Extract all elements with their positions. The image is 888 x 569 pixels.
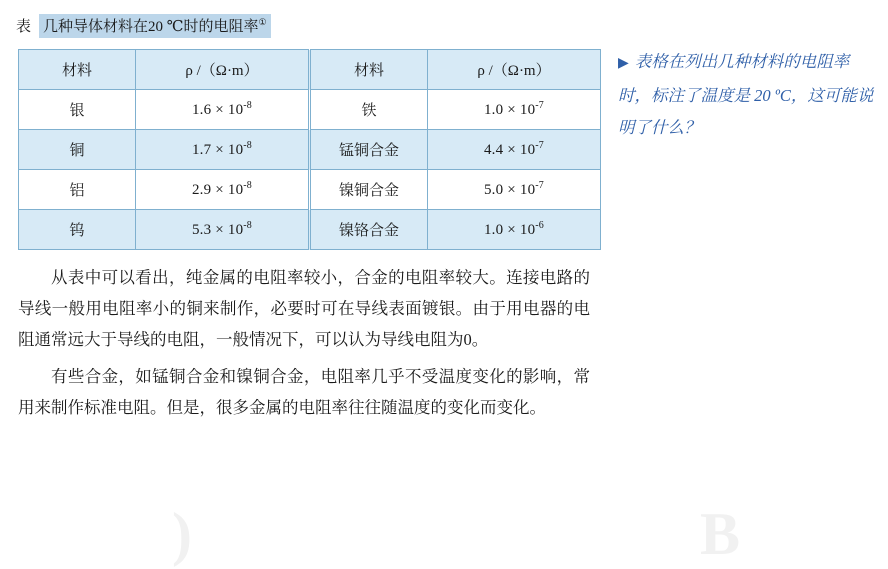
table-cell-value [428, 130, 601, 170]
body-text [18, 262, 590, 429]
caption-title-text: 几种导体材料在20 ℃时的电阻率 [43, 19, 259, 35]
table-cell-material: 镍铬合金 [310, 210, 428, 250]
value-exponent: -8 [243, 100, 253, 111]
value-mantissa: 5.3 × 10 [191, 222, 244, 238]
table-row [19, 90, 601, 130]
table-caption [16, 14, 271, 38]
table-cell-material: 钨 [19, 210, 136, 250]
value-exponent: -8 [243, 180, 253, 191]
table-cell-value [428, 170, 601, 210]
table-cell-value [136, 130, 310, 170]
watermark-shape: B [700, 501, 741, 567]
body-paragraph-1: 从表中可以看出，纯金属的电阻率较小，合金的电阻率较大。连接电路的导线一般用电阻率小的铜来制作，必要时可在导线表面镀银。由于用电器的电阻通常远大于导线的电阻，一般情况下，可以认为导线电阻为0。 [18, 268, 590, 349]
value-exponent: -6 [535, 220, 545, 231]
value-mantissa: 5.0 × 10 [483, 182, 536, 198]
caption-footnote-mark: ① [258, 17, 267, 27]
table-cell-value [136, 90, 310, 130]
value-exponent: -7 [535, 140, 545, 151]
table-cell-material: 镍铜合金 [310, 170, 428, 210]
value-mantissa: 1.7 × 10 [191, 142, 244, 158]
table-cell-value [136, 170, 310, 210]
table-cell-material: 银 [19, 90, 136, 130]
value-mantissa: 2.9 × 10 [191, 182, 244, 198]
table-row [19, 170, 601, 210]
value-exponent: -7 [535, 180, 545, 191]
table-row [19, 210, 601, 250]
table-header-cell: 材料 [310, 50, 428, 90]
body-paragraph-2: 有些合金，如锰铜合金和镍铜合金，电阻率几乎不受温度变化的影响，常用来制作标准电阻。但是，很多金属的电阻率往往随温度的变化而变化。 [18, 367, 590, 417]
table-header-cell: ρ /（Ω·m） [428, 50, 601, 90]
value-mantissa: 1.6 × 10 [191, 102, 244, 118]
margin-note-text: 表格在列出几种材料的电阻率时，标注了温度是 20 ºC，这可能说明了什么？ [618, 52, 874, 137]
table-header-cell: 材料 [19, 50, 136, 90]
table-row [19, 130, 601, 170]
watermark-shape: ) [172, 501, 192, 567]
value-exponent: -8 [243, 140, 253, 151]
table-cell-value [136, 210, 310, 250]
table-cell-value [428, 90, 601, 130]
table-cell-material: 铝 [19, 170, 136, 210]
table-cell-value [428, 210, 601, 250]
caption-title [39, 14, 271, 38]
margin-note [618, 46, 876, 144]
value-exponent: -7 [535, 100, 545, 111]
table-header-cell: ρ /（Ω·m） [136, 50, 310, 90]
resistivity-table [18, 49, 601, 250]
table-cell-material: 锰铜合金 [310, 130, 428, 170]
value-mantissa: 1.0 × 10 [483, 102, 536, 118]
table-header-row [19, 50, 601, 90]
value-mantissa: 4.4 × 10 [483, 142, 536, 158]
table-cell-material: 铁 [310, 90, 428, 130]
triangle-bullet-icon: ▶ [618, 56, 629, 71]
value-exponent: -8 [243, 220, 253, 231]
caption-label: 表 [16, 19, 32, 35]
value-mantissa: 1.0 × 10 [483, 222, 536, 238]
table-cell-material: 铜 [19, 130, 136, 170]
